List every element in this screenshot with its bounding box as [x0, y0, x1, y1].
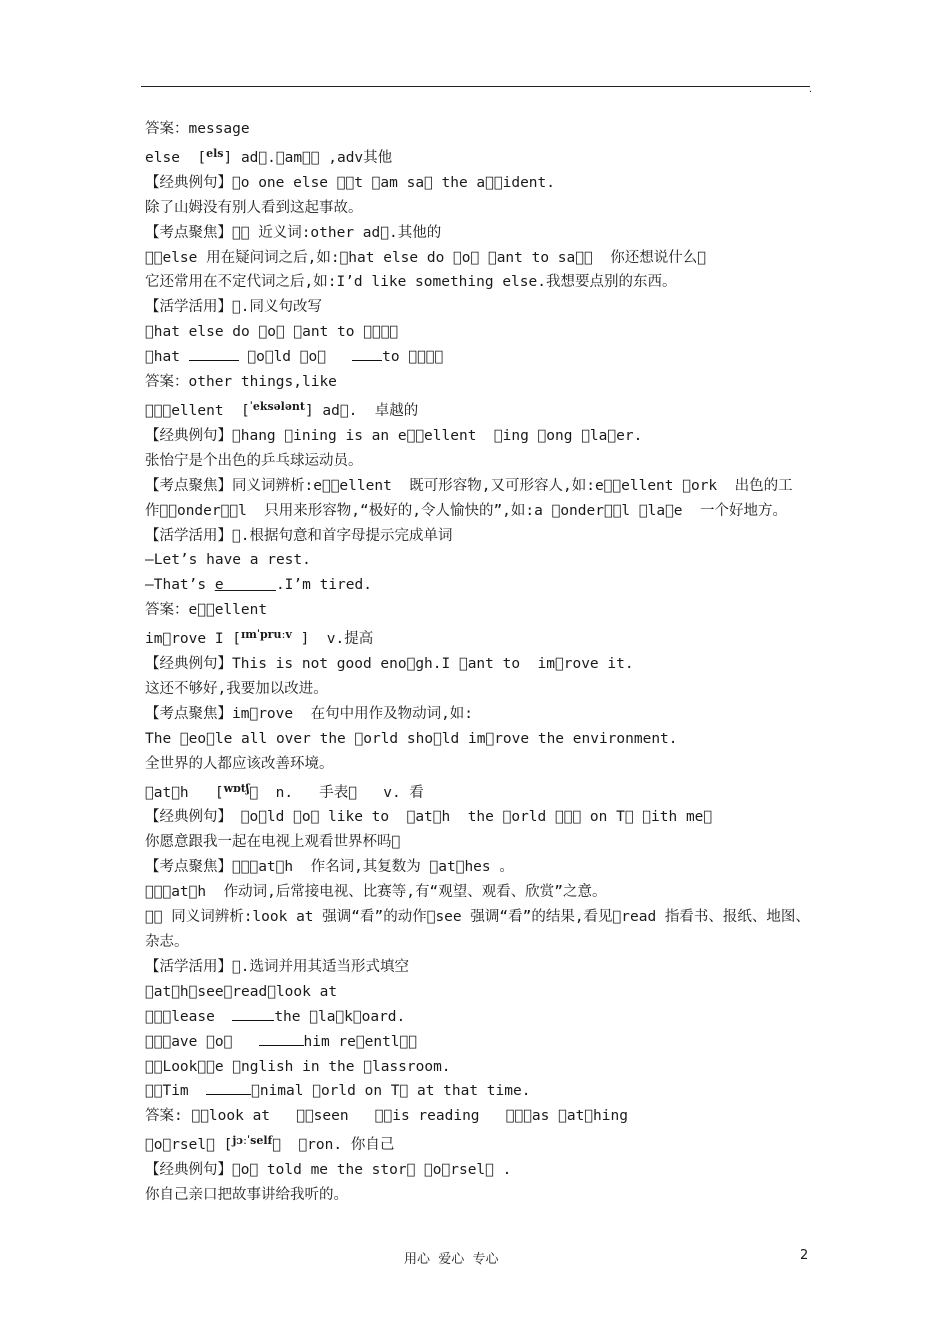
- line-text:   Tim: [145, 1083, 207, 1100]
- phonetic-symbol: wɒtʃ: [223, 781, 250, 795]
- text-line: [145, 1129, 813, 1158]
- text-line:  hat else do  o   ant to     : [145, 324, 399, 341]
- phonetic-symbol: els: [206, 146, 224, 160]
- phonetic-symbol: ˈeksələnt: [249, 399, 305, 413]
- fill-blank: [259, 1031, 304, 1046]
- phonetic-symbol: ɪmˈpruːv: [241, 628, 292, 642]
- header-rule: [141, 86, 810, 87]
- text-line: 【考点聚焦】同义词辨析:e  ellent 既可形容物,又可形容人,如:e  ellent  ork 出色的工作  onder  l 只用来形容物,“极好的,令人愉快的”,如:a  onder  l  la e 一个好地方。: [145, 477, 793, 519]
- line-text: else [: [145, 149, 207, 166]
- text-line:  at h see read look at: [145, 983, 338, 1000]
- line-text:  o rsel  [: [145, 1137, 233, 1154]
- line-text: to     : [382, 349, 444, 366]
- text-line: 答案：message: [145, 121, 250, 137]
- line-text:  nimal  orld on T  at that time.: [251, 1083, 531, 1100]
- text-line: 【经典例句】This is not good eno gh.I  ant to im rove it.: [145, 656, 634, 673]
- line-text:    ellent [: [145, 402, 250, 419]
- line-text: the  la k oard.: [274, 1008, 406, 1025]
- text-line: 【经典例句】 hang  ining is an e  ellent  ing  ong  la er.: [145, 427, 643, 444]
- line-text:    lease: [145, 1008, 233, 1025]
- text-line: 它还常用在不定代词之后,如:I’d like something else.我想要点别的东西。: [145, 274, 677, 291]
- line-text:  at h [: [145, 784, 224, 801]
- text-line: 你愿意跟我一起在电视上观看世界杯吗 : [145, 834, 401, 851]
- line-text: him re entl  : [303, 1033, 417, 1050]
- header-rule-mark: .: [808, 85, 813, 94]
- text-line: 【经典例句】  o ld  o  like to  at h the  orld     on T   ith me : [145, 809, 713, 826]
- line-text: ] ad . 卓越的: [304, 402, 419, 419]
- answer-blank: e: [214, 577, 276, 594]
- text-line: 【考点聚焦】   近义词:other ad .其他的: [145, 224, 442, 241]
- line-text: ] v.提高: [291, 631, 374, 648]
- text-line: [145, 1005, 813, 1030]
- text-line: 【活学活用】 .同义句改写: [145, 299, 322, 316]
- text-line: [145, 573, 813, 598]
- text-line: 答案：e  ellent: [145, 602, 268, 619]
- text-line: 【考点聚焦】   at h 作名词,其复数为  at hes 。: [145, 859, 514, 876]
- text-line: [145, 777, 813, 806]
- text-line:    at h 作动词,后常接电视、比赛等,有“观望、观看、欣赏”之意。: [145, 884, 607, 901]
- fill-blank: [232, 1006, 274, 1021]
- line-text:    ron. 你自己: [272, 1137, 395, 1154]
- text-line: 张怡宁是个出色的乒乓球运动员。: [145, 452, 363, 469]
- line-text:    ave  o : [145, 1033, 259, 1050]
- text-line: [145, 142, 813, 171]
- text-line: —Let’s have a rest.: [145, 552, 311, 569]
- text-line: 【经典例句】 o  told me the stor   o rsel  .: [145, 1162, 512, 1179]
- line-text: ] ad . am   ,adv其他: [223, 149, 393, 166]
- line-text: —That’s: [145, 577, 215, 594]
- text-line: 【活学活用】 .根据句意和首字母提示完成单词: [145, 527, 453, 544]
- document-body: [145, 117, 813, 1208]
- phonetic-symbol: jɔːˈself: [232, 1134, 273, 1148]
- footer-motto: 用心 爱心 专心: [404, 1252, 499, 1267]
- text-line: 答案：other things,like: [145, 374, 337, 391]
- line-text:  o ld  o : [238, 349, 353, 366]
- text-line: 除了山姆没有别人看到这起事故。: [145, 199, 363, 216]
- fill-blank: [189, 346, 239, 361]
- text-line: [145, 623, 813, 652]
- text-line: 这还不够好,我要加以改进。: [145, 680, 328, 697]
- text-line:    同义词辨析:look at 强调“看”的动作 see 强调“看”的结果,看见 read 指看书、报纸、地图、杂志。: [145, 909, 810, 950]
- line-text:   n. 手表  v. 看: [249, 784, 424, 801]
- fill-blank: [352, 346, 382, 361]
- text-line: 【活学活用】 .选词并用其适当形式填空: [145, 958, 409, 975]
- text-line: 全世界的人都应该改善环境。: [145, 755, 334, 772]
- text-line:   Look  e  nglish in the  lassroom.: [145, 1058, 451, 1075]
- text-line: [145, 1079, 813, 1104]
- text-line: The  eo le all over the  orld sho ld im rove the environment.: [145, 730, 678, 747]
- text-line: 【经典例句】 o one else   t  am sa  the a  ident.: [145, 174, 555, 191]
- text-line: 答案:   look at   seen   is reading    as  at hing: [145, 1108, 628, 1125]
- page-number: 2: [800, 1248, 809, 1263]
- line-text:  hat: [145, 349, 189, 366]
- text-line: 【考点聚焦】im rove 在句中用作及物动词,如:: [145, 705, 474, 722]
- fill-blank: [206, 1080, 251, 1095]
- text-line: [145, 395, 813, 424]
- text-line: [145, 1030, 813, 1055]
- line-text: .I’m tired.: [275, 577, 372, 594]
- text-line: [145, 345, 813, 370]
- line-text: im rove I [: [145, 631, 242, 648]
- text-line:   else 用在疑问词之后,如: hat else do  o   ant to sa   你还想说什么 : [145, 249, 706, 266]
- text-line: 你自己亲口把故事讲给我听的。: [145, 1187, 348, 1204]
